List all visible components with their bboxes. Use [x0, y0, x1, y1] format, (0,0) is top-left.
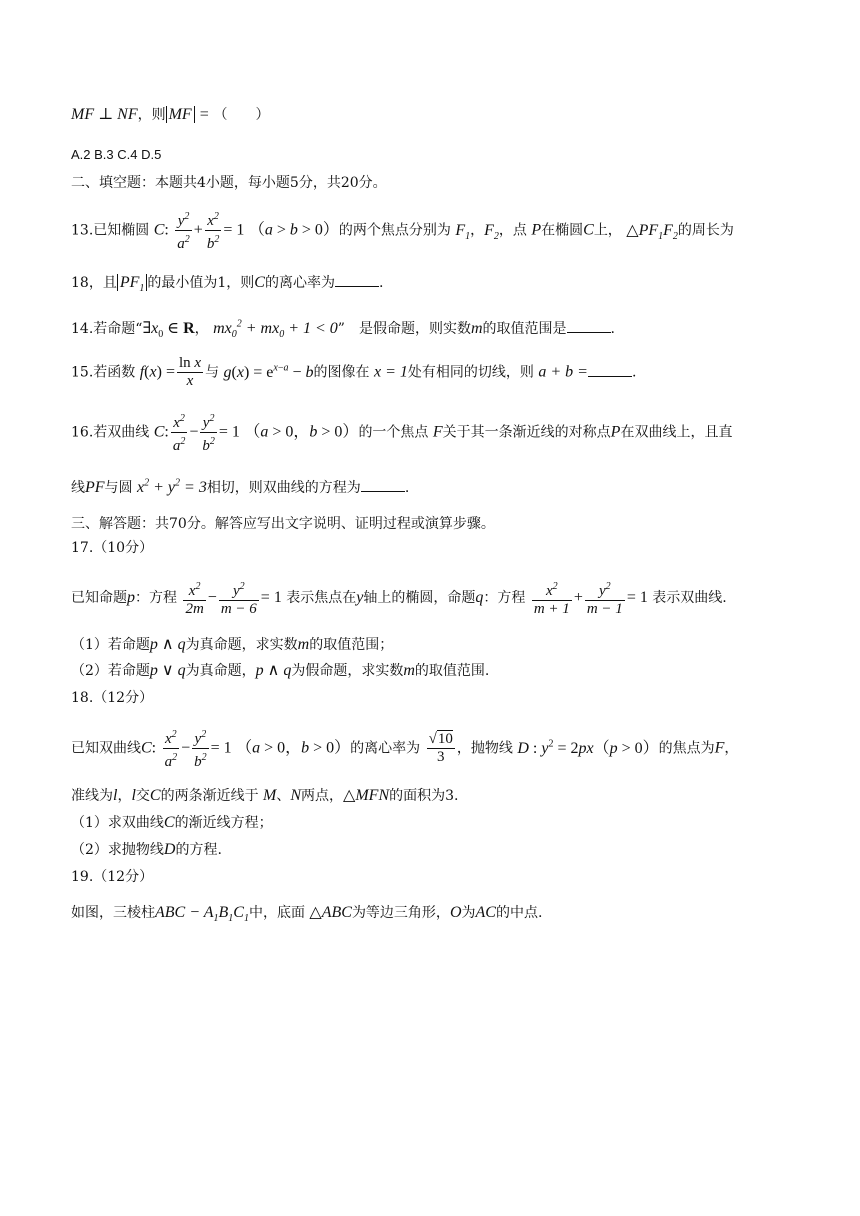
q13-line-2: 18，且 $PF_1$ 的最小值为1，则C的离心率为 .: [71, 274, 384, 295]
answer-blank[interactable]: [335, 274, 379, 287]
text: 的图像在: [313, 364, 370, 381]
text: ，: [194, 321, 209, 337]
q15-line: 15.若函数 f(x) = $\frac{\text{ln x}}{x}$ 与 $g(x) = e^{x-a} - b$的图像在 x = 1处有相同的切线，则 a + b = .: [71, 355, 637, 389]
text: ” 是假命题，则实数: [337, 321, 471, 337]
text: 轴上的椭圆，命题: [363, 590, 476, 606]
math-expression: l: [131, 787, 136, 804]
text: 的两个焦点分别为: [338, 222, 451, 239]
math-expression: C: [141, 739, 152, 757]
text: 的周长为: [677, 222, 734, 239]
text: 准线为: [71, 788, 113, 804]
math-expression: △MFN: [343, 787, 390, 804]
math-expression: O: [449, 904, 462, 921]
text: ：方程: [483, 590, 526, 606]
text: 若命题“: [93, 321, 143, 337]
question-number: 14.: [71, 321, 94, 337]
question-number: 15.: [71, 364, 94, 381]
text: 的最小值为1，则: [147, 275, 255, 291]
math-expression: （a > 0，b > 0）: [236, 739, 351, 757]
math-expression: $F_1$: [455, 221, 471, 242]
text: 为: [461, 905, 476, 921]
q18-line-1: 已知双曲线C: $\frac{x^2}{a^2}$ − $\frac{y^2}{b^2}$ = 1 （a > 0，b > 0）的离心率为 $\frac{√10}{3}$ ，抛物线 D : $y^2 = 2px(p > 0)$的焦点为F，: [71, 726, 738, 771]
answer-blank[interactable]: [361, 479, 405, 492]
section-3-heading: 三、解答题：共70分。解答应写出文字说明、证明过程或演算步骤。: [71, 516, 495, 532]
text: 相切，则双曲线的方程为: [206, 480, 361, 496]
text: 在双曲线上，且直: [620, 424, 733, 441]
math-expression: PF: [85, 479, 105, 496]
text: 为真命题，: [185, 663, 256, 679]
math-expression: MF ⊥ NF: [71, 106, 138, 123]
fraction: $\frac{\text{ln x}}{x}$: [178, 355, 202, 389]
math-expression: C: [583, 221, 594, 239]
text: 若函数: [93, 364, 136, 381]
text: 的焦点为: [658, 740, 715, 757]
fraction: $\frac{x^2}{2m}$: [183, 578, 205, 618]
fraction: $\frac{y^2}{a^2}$: [175, 208, 192, 253]
q12-condition-line: [71, 104, 270, 124]
fraction: $\frac{y^2}{b^2}$: [200, 410, 217, 455]
math-expression: ABC − $A_1B_1C_1$: [155, 904, 249, 925]
math-expression: C: [149, 787, 161, 804]
fraction: $\frac{√10}{3}$: [428, 731, 453, 765]
fraction: $\frac{x^2}{b^2}$: [205, 208, 222, 253]
math-expression: P: [610, 423, 621, 441]
answer-blank[interactable]: [588, 364, 632, 377]
math-expression: $PF_1$: [117, 274, 148, 291]
text: 的面积为3.: [389, 788, 459, 804]
text: 的取值范围.: [414, 663, 490, 679]
q19-header: 19.（12分）: [71, 869, 154, 885]
text: 的离心率为: [350, 740, 421, 757]
text: 表示双曲线.: [652, 590, 727, 606]
text: ：方程: [135, 590, 177, 606]
math-expression: C: [153, 423, 165, 441]
math-expression: m: [470, 320, 483, 337]
text: 的取值范围；: [309, 637, 394, 653]
math-expression: p ∧ q: [255, 662, 292, 679]
fraction: $\frac{y^2}{b^2}$: [192, 726, 209, 771]
math-expression: N: [290, 787, 302, 804]
text: 已知双曲线: [71, 740, 141, 757]
math-expression: $\triangle PF_1F_2$: [626, 221, 678, 242]
text: 在椭圆: [541, 222, 584, 239]
text: 的方程.: [175, 842, 222, 858]
q13-line-1: 13.已知椭圆 C: $\frac{y^2}{a^2}$ + $\frac{x^2}{b^2}$ = 1 （a > b > 0）的两个焦点分别为 $F_1$，$F_2$，点 P在椭圆C上， $\triangle PF_1F_2$的周长为: [71, 208, 734, 253]
fraction: $\frac{y^2}{m - 1}$: [585, 578, 625, 618]
text: ，抛物线: [456, 740, 513, 757]
math-expression: P: [531, 221, 542, 239]
math-expression: $g(x) = e^{x-a} - b$: [223, 362, 314, 381]
answer-paren: （ ）: [213, 107, 270, 123]
text: 为真命题，求实数: [185, 637, 298, 653]
text: ，: [117, 788, 132, 804]
math-expression: $mx_0^2 + mx_0 + 1 < 0$: [213, 318, 338, 341]
q14-line: 14.若命题“$\exists x_0$ ∈ R， $mx_0^2 + mx_0 + 1 < 0$” 是假命题，则实数m的取值范围是 .: [71, 318, 615, 341]
math-expression: D : $y^2 = 2px(p > 0)$: [517, 738, 659, 757]
fraction: $\frac{y^2}{m - 6}$: [219, 578, 259, 618]
text: 的一个焦点: [358, 424, 429, 441]
text: 的离心率为: [264, 275, 335, 291]
math-expression: C: [153, 221, 165, 239]
q18-part-2: [71, 839, 222, 859]
q16-line-1: 16.若双曲线 C: $\frac{x^2}{a^2}$ − $\frac{y^2}{b^2}$ = 1 （a > 0，b > 0）的一个焦点 F关于其一条渐近线的对称点P在双曲线上，且直: [71, 410, 732, 455]
math-expression: （a > 0，b > 0）: [244, 423, 359, 441]
q18-part-1: [71, 812, 273, 832]
section-2-heading: 二、填空题：本题共4小题，每小题5分，共20分。: [71, 175, 387, 191]
q19-stem: [71, 902, 542, 924]
math-expression: C: [254, 274, 265, 291]
text: 与圆: [104, 480, 133, 496]
math-expression: p: [127, 589, 135, 606]
text: 为假命题，求实数: [291, 663, 404, 679]
math-expression: $F_2$: [484, 221, 499, 242]
question-number: 16.: [71, 424, 94, 441]
math-expression: AC: [475, 904, 496, 921]
text: 上，: [593, 222, 622, 239]
math-expression: F: [714, 739, 725, 757]
text: 的中点.: [495, 905, 543, 921]
math-expression: △ABC: [309, 904, 352, 921]
text: 已知椭圆: [93, 222, 150, 239]
fraction: $\frac{x^2}{m + 1}$: [532, 578, 572, 618]
math-expression: MF =: [166, 106, 214, 123]
math-expression: p ∧ q: [149, 636, 186, 653]
text: （2）求抛物线: [71, 842, 164, 858]
math-expression: m: [403, 662, 415, 679]
math-expression: x = 1: [373, 363, 408, 381]
text: 处有相同的切线，则: [407, 364, 534, 381]
text: 18，且: [71, 275, 117, 291]
question-number: 13.: [71, 222, 94, 239]
text: ，点: [498, 222, 527, 239]
math-expression: M: [263, 787, 277, 804]
text: 交: [135, 788, 150, 804]
q17-part-1: [71, 634, 393, 654]
text: 已知命题: [71, 590, 127, 606]
text: （2）若命题: [71, 663, 150, 679]
q12-options: A.2 B.3 C.4 D.5: [71, 147, 162, 162]
q18-line-2: 准线为l，l交C的两条渐近线于 M、N两点，△MFN的面积为3.: [71, 787, 459, 804]
text: （1）求双曲线: [71, 815, 164, 831]
math-expression: （a > b > 0）: [248, 221, 339, 239]
math-expression: p ∨ q: [149, 662, 186, 679]
math-expression: a + b =: [538, 363, 588, 381]
text: 关于其一条渐近线的对称点: [442, 424, 611, 441]
q17-stem: 已知命题p：方程 $\frac{x^2}{2m}$ − $\frac{y^2}{m - 6}$ = 1 表示焦点在y轴上的椭圆，命题q：方程 $\frac{x^2}{m + 1}$ + $\frac{y^2}{m - 1}$ = 1 表示双曲线.: [71, 578, 727, 618]
q16-line-2: 线PF与圆 $x^2 + y^2 = 3$相切，则双曲线的方程为 .: [71, 477, 410, 496]
text: 为等边三角形，: [351, 905, 450, 921]
math-expression: C: [163, 814, 175, 831]
math-expression: F: [432, 423, 443, 441]
answer-blank[interactable]: [567, 320, 611, 333]
text: 的渐近线方程；: [174, 815, 273, 831]
math-expression: y: [356, 589, 364, 606]
text: 若双曲线: [93, 424, 150, 441]
q18-header: 18.（12分）: [71, 690, 154, 706]
text: 的两条渐近线于: [160, 788, 259, 804]
text: 的取值范围是: [482, 321, 567, 337]
fraction: $\frac{x^2}{a^2}$: [171, 410, 188, 455]
q17-part-2: [71, 660, 489, 680]
text: 如图，三棱柱: [71, 905, 155, 921]
text: 线: [71, 480, 85, 496]
text: 与: [205, 364, 220, 381]
text: 两点，: [301, 788, 344, 804]
math-expression: $\exists x_0$ ∈ R: [142, 320, 195, 341]
math-expression: $x^2 + y^2 = 3$: [137, 477, 207, 496]
text: ，则: [137, 107, 166, 123]
fraction: $\frac{x^2}{a^2}$: [163, 726, 180, 771]
text: 表示焦点在: [286, 590, 357, 606]
text: 中，底面: [248, 905, 305, 921]
text: （1）若命题: [71, 637, 150, 653]
q17-header: 17.（10分）: [71, 540, 154, 556]
math-expression: q: [475, 589, 484, 606]
math-expression: l: [113, 787, 118, 804]
math-expression: D: [163, 841, 176, 858]
math-expression: f(x) =: [139, 363, 175, 381]
math-expression: m: [297, 636, 310, 653]
